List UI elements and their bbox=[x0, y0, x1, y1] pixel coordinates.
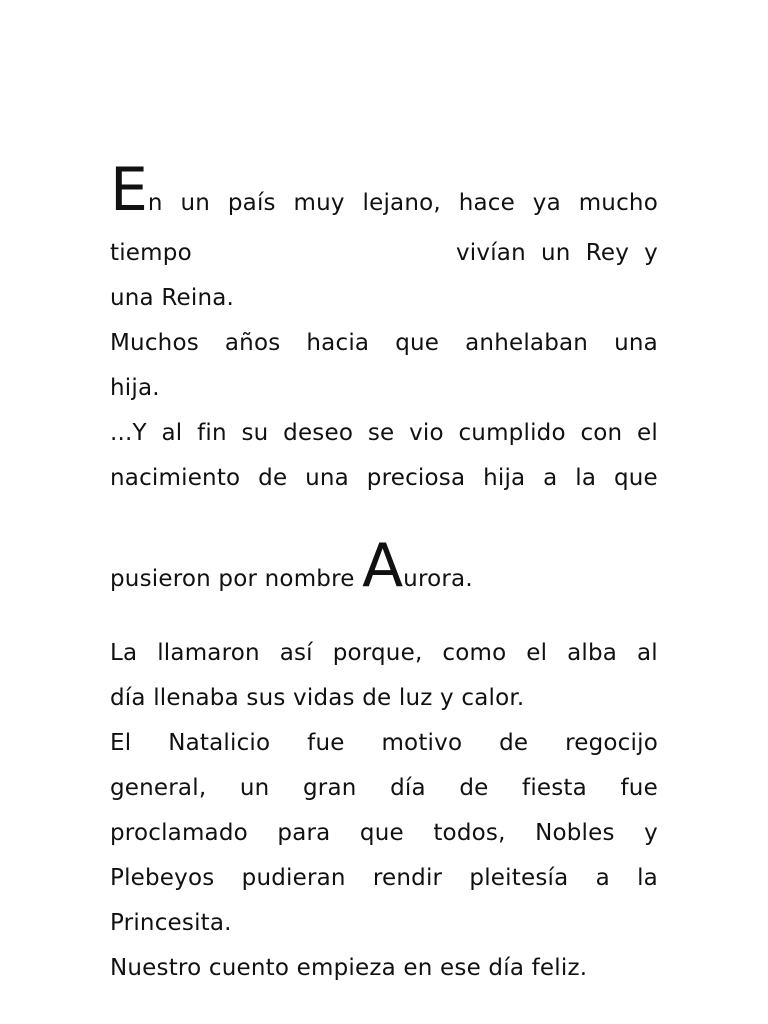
line-text: Princesita. bbox=[110, 910, 232, 936]
word: mucho bbox=[578, 190, 658, 216]
word: que bbox=[395, 330, 440, 356]
word: día bbox=[390, 775, 426, 801]
word: Rey bbox=[585, 240, 630, 266]
word: El bbox=[110, 730, 132, 756]
story-line-11 bbox=[110, 729, 658, 757]
word: motivo bbox=[381, 730, 463, 756]
word: se bbox=[367, 420, 395, 446]
story-line-7 bbox=[110, 464, 658, 492]
line-text: hija. bbox=[110, 375, 160, 401]
story-line-10 bbox=[110, 684, 658, 712]
word: general, bbox=[110, 775, 207, 801]
word: un bbox=[541, 240, 571, 266]
word: de bbox=[258, 465, 288, 491]
word: Muchos bbox=[110, 330, 199, 356]
word: fin bbox=[197, 420, 227, 446]
word: cumplido bbox=[458, 420, 566, 446]
story-line-4 bbox=[110, 329, 658, 357]
word: de bbox=[499, 730, 529, 756]
word: preciosa bbox=[366, 465, 466, 491]
story-line-1 bbox=[110, 155, 658, 225]
word: el bbox=[637, 420, 658, 446]
word: tiempo bbox=[110, 240, 192, 266]
word: hacia bbox=[306, 330, 370, 356]
story-page bbox=[110, 0, 658, 1024]
line-2-right-group bbox=[456, 239, 658, 267]
story-line-13 bbox=[110, 819, 658, 847]
word: un bbox=[180, 190, 211, 216]
word: como bbox=[442, 640, 507, 666]
story-line-15 bbox=[110, 909, 658, 937]
word: la bbox=[575, 465, 597, 491]
story-line-12 bbox=[110, 774, 658, 802]
word: con bbox=[580, 420, 623, 446]
word: país bbox=[227, 190, 276, 216]
word: vio bbox=[409, 420, 444, 446]
word: La bbox=[110, 640, 138, 666]
word: pudieran bbox=[241, 865, 346, 891]
story-line-16 bbox=[110, 954, 658, 982]
word: Natalicio bbox=[168, 730, 271, 756]
word: su bbox=[241, 420, 269, 446]
word: pleitesía bbox=[469, 865, 569, 891]
line-text: pusieron por nombre bbox=[110, 566, 363, 592]
word: a bbox=[595, 865, 610, 891]
word: fiesta bbox=[522, 775, 587, 801]
word: el bbox=[526, 640, 548, 666]
word: que bbox=[359, 820, 404, 846]
line-text: urora. bbox=[403, 566, 473, 592]
word: rendir bbox=[372, 865, 443, 891]
word: fue bbox=[307, 730, 345, 756]
story-line-3 bbox=[110, 284, 658, 312]
line-text: una Reina. bbox=[110, 285, 235, 311]
word: alba bbox=[567, 640, 618, 666]
drop-cap-a: A bbox=[362, 531, 404, 601]
word: proclamado bbox=[110, 820, 248, 846]
word: porque, bbox=[332, 640, 423, 666]
word: y bbox=[644, 240, 658, 266]
word: gran bbox=[303, 775, 357, 801]
word: una bbox=[614, 330, 658, 356]
word: Nobles bbox=[535, 820, 615, 846]
word: al bbox=[637, 640, 658, 666]
word: así bbox=[279, 640, 313, 666]
word: vivían bbox=[456, 240, 526, 266]
line-text: Nuestro cuento empieza en ese día feliz. bbox=[110, 955, 588, 981]
word: al bbox=[161, 420, 183, 446]
word: nacimiento bbox=[110, 465, 241, 491]
story-line-14 bbox=[110, 864, 658, 892]
drop-cap-e: E bbox=[110, 155, 148, 225]
story-line-5 bbox=[110, 374, 658, 402]
word: hace bbox=[458, 190, 515, 216]
word: que bbox=[613, 465, 658, 491]
word: muy bbox=[293, 190, 345, 216]
word: fue bbox=[620, 775, 658, 801]
word: y bbox=[644, 820, 658, 846]
word: un bbox=[239, 775, 270, 801]
word: regocijo bbox=[565, 730, 658, 756]
word: a bbox=[543, 465, 558, 491]
story-line-2 bbox=[110, 239, 658, 267]
word: ...Y bbox=[110, 420, 147, 446]
word: ya bbox=[532, 190, 561, 216]
word: de bbox=[459, 775, 489, 801]
word: anhelaban bbox=[465, 330, 589, 356]
word: lejano, bbox=[362, 190, 441, 216]
line-1-first-word bbox=[110, 155, 163, 225]
word: n bbox=[147, 190, 163, 216]
word: una bbox=[305, 465, 349, 491]
word: la bbox=[637, 865, 658, 891]
story-line-9 bbox=[110, 639, 658, 667]
story-line-6 bbox=[110, 419, 658, 447]
line-text: día llenaba sus vidas de luz y calor. bbox=[110, 685, 525, 711]
word: años bbox=[224, 330, 281, 356]
word: todos, bbox=[433, 820, 506, 846]
word: para bbox=[277, 820, 331, 846]
story-line-8 bbox=[110, 531, 658, 601]
word: Plebeyos bbox=[110, 865, 215, 891]
word: llamaron bbox=[157, 640, 260, 666]
word: hija bbox=[483, 465, 526, 491]
word: deseo bbox=[283, 420, 354, 446]
